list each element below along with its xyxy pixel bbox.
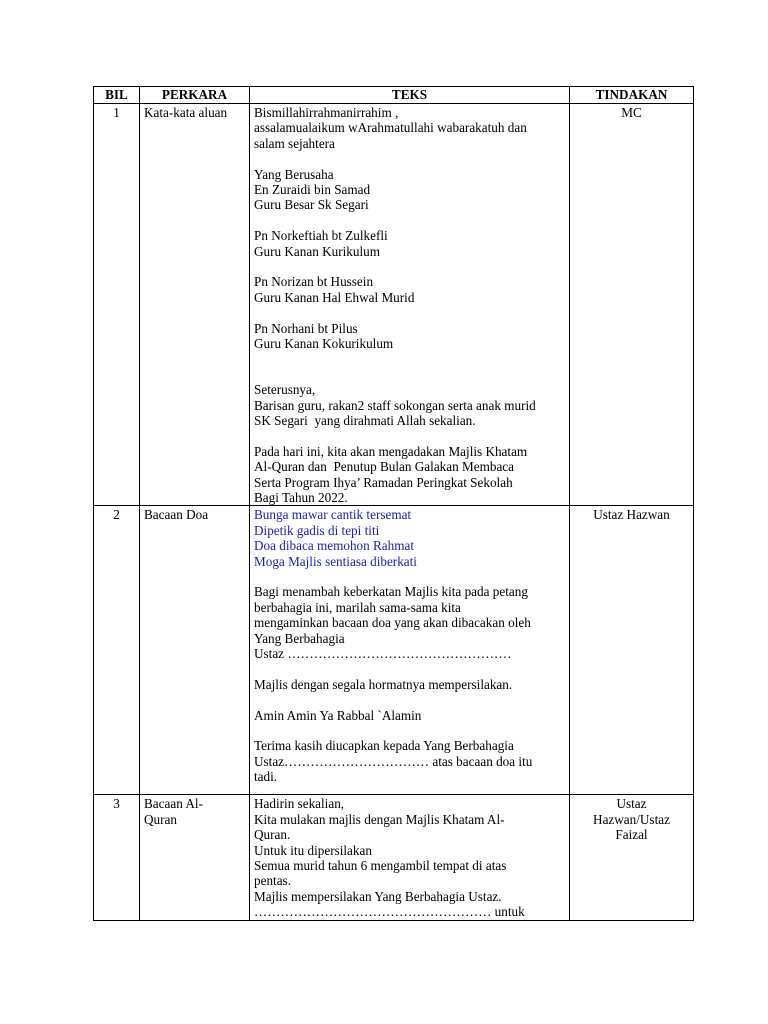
blank-line: [254, 428, 565, 443]
pantun-line: Moga Majlis sentiasa diberkati: [254, 553, 417, 569]
row-bil: 2: [94, 506, 140, 795]
header-bil: BIL: [94, 87, 140, 104]
teks-line: Hadirin sekalian,: [254, 796, 345, 812]
pantun-line: Dipetik gadis di tepi titi: [254, 522, 380, 538]
teks-line: Untuk itu dipersilakan: [254, 842, 372, 858]
teks-line: Guru Kanan Kurikulum: [254, 243, 380, 259]
teks-line: Pada hari ini, kita akan mengadakan Majlis Khatam: [254, 443, 528, 459]
row-perkara: [140, 795, 250, 920]
teks-line: SK Segari yang dirahmati Allah sekalian.: [254, 413, 476, 429]
blank-line: [254, 213, 565, 228]
perkara-line: Bacaan Al-: [144, 796, 203, 812]
row-perkara: Bacaan Doa: [140, 506, 250, 795]
table-row: [94, 104, 694, 506]
teks-line: Quran.: [254, 827, 291, 843]
teks-line: Al-Quran dan Penutup Bulan Galakan Membaca: [254, 459, 515, 475]
teks-line: Majlis mempersilakan Yang Berbahagia Ustaz.: [254, 888, 502, 904]
blank-line: [254, 569, 565, 584]
teks-line: assalamualaikum wArahmatullahi wabarakatuh dan: [254, 120, 527, 136]
teks-line: berbahagia ini, marilah sama-sama kita: [254, 599, 461, 615]
teks-line: En Zuraidi bin Samad: [254, 182, 371, 198]
row-bil: 3: [94, 795, 140, 920]
row-tindakan: MC: [570, 104, 694, 506]
row-tindakan: [570, 795, 694, 920]
row-teks: [250, 795, 570, 920]
row-bil: 1: [94, 104, 140, 506]
tindakan-line: Ustaz: [616, 796, 647, 812]
teks-line: Seterusnya,: [254, 382, 316, 398]
teks-line: mengaminkan bacaan doa yang akan dibacakan oleh: [254, 615, 531, 631]
teks-line: Pn Norkeftiah bt Zulkefli: [254, 228, 388, 244]
header-perkara: PERKARA: [140, 87, 250, 104]
pantun-line: Bunga mawar cantik tersemat: [254, 507, 412, 523]
teks-line: Guru Kanan Kokurikulum: [254, 336, 394, 352]
blank-line: [254, 692, 565, 707]
teks-line: Ustaz…………………………… atas bacaan doa itu: [254, 753, 533, 769]
teks-line: Terima kasih diucapkan kepada Yang Berbahagia: [254, 738, 514, 754]
row-perkara: Kata-kata aluan: [140, 104, 250, 506]
teks-line: Pn Norhani bt Pilus: [254, 320, 358, 336]
teks-line: Serta Program Ihya’ Ramadan Peringkat Sekolah: [254, 474, 513, 490]
blank-line: [254, 151, 565, 166]
tindakan-line: Hazwan/Ustaz: [593, 811, 670, 827]
perkara-line: Quran: [144, 811, 177, 827]
teks-line: Guru Besar Sk Segari: [254, 197, 369, 213]
teks-line: tadi.: [254, 769, 278, 785]
teks-line: Guru Kanan Hal Ehwal Murid: [254, 289, 415, 305]
teks-line: Ustaz ……………………………………………: [254, 646, 512, 662]
teks-line: pentas.: [254, 873, 291, 889]
header-tindakan: TINDAKAN: [570, 87, 694, 104]
teks-line: Semua murid tahun 6 mengambil tempat di atas: [254, 858, 507, 874]
teks-line: Amin Amin Ya Rabbal `Alamin: [254, 707, 422, 723]
blank-line: [254, 259, 565, 274]
table-row: [94, 795, 694, 920]
teks-line: Bismillahirrahmanirrahim ,: [254, 105, 399, 120]
table-row: [94, 506, 694, 795]
teks-line: Bagi Tahun 2022.: [254, 490, 348, 506]
tindakan-line: Faizal: [615, 827, 648, 843]
row-teks: [250, 506, 570, 795]
header-teks: TEKS: [250, 87, 570, 104]
teks-line: Barisan guru, rakan2 staff sokongan serta anak murid: [254, 397, 536, 413]
teks-line: Pn Norizan bt Hussein: [254, 274, 374, 290]
table-header-row: [94, 87, 694, 104]
blank-line: [254, 723, 565, 738]
blank-line: [254, 305, 565, 320]
blank-line: [254, 351, 565, 366]
teks-line: Kita mulakan majlis dengan Majlis Khatam Al-: [254, 811, 505, 827]
blank-line: [254, 662, 565, 677]
teks-line: Majlis dengan segala hormatnya mempersilakan.: [254, 676, 513, 692]
row-teks: [250, 104, 570, 506]
teks-line: ……………………………………………… untuk: [254, 904, 525, 920]
teks-line: Bagi menambah keberkatan Majlis kita pada petang: [254, 584, 528, 600]
document-table: [93, 86, 694, 921]
teks-line: Yang Berusaha: [254, 166, 334, 182]
blank-line: [254, 367, 565, 382]
pantun-line: Doa dibaca memohon Rahmat: [254, 538, 415, 554]
row-tindakan: Ustaz Hazwan: [570, 506, 694, 795]
teks-line: Yang Berbahagia: [254, 630, 345, 646]
teks-line: salam sejahtera: [254, 135, 335, 151]
